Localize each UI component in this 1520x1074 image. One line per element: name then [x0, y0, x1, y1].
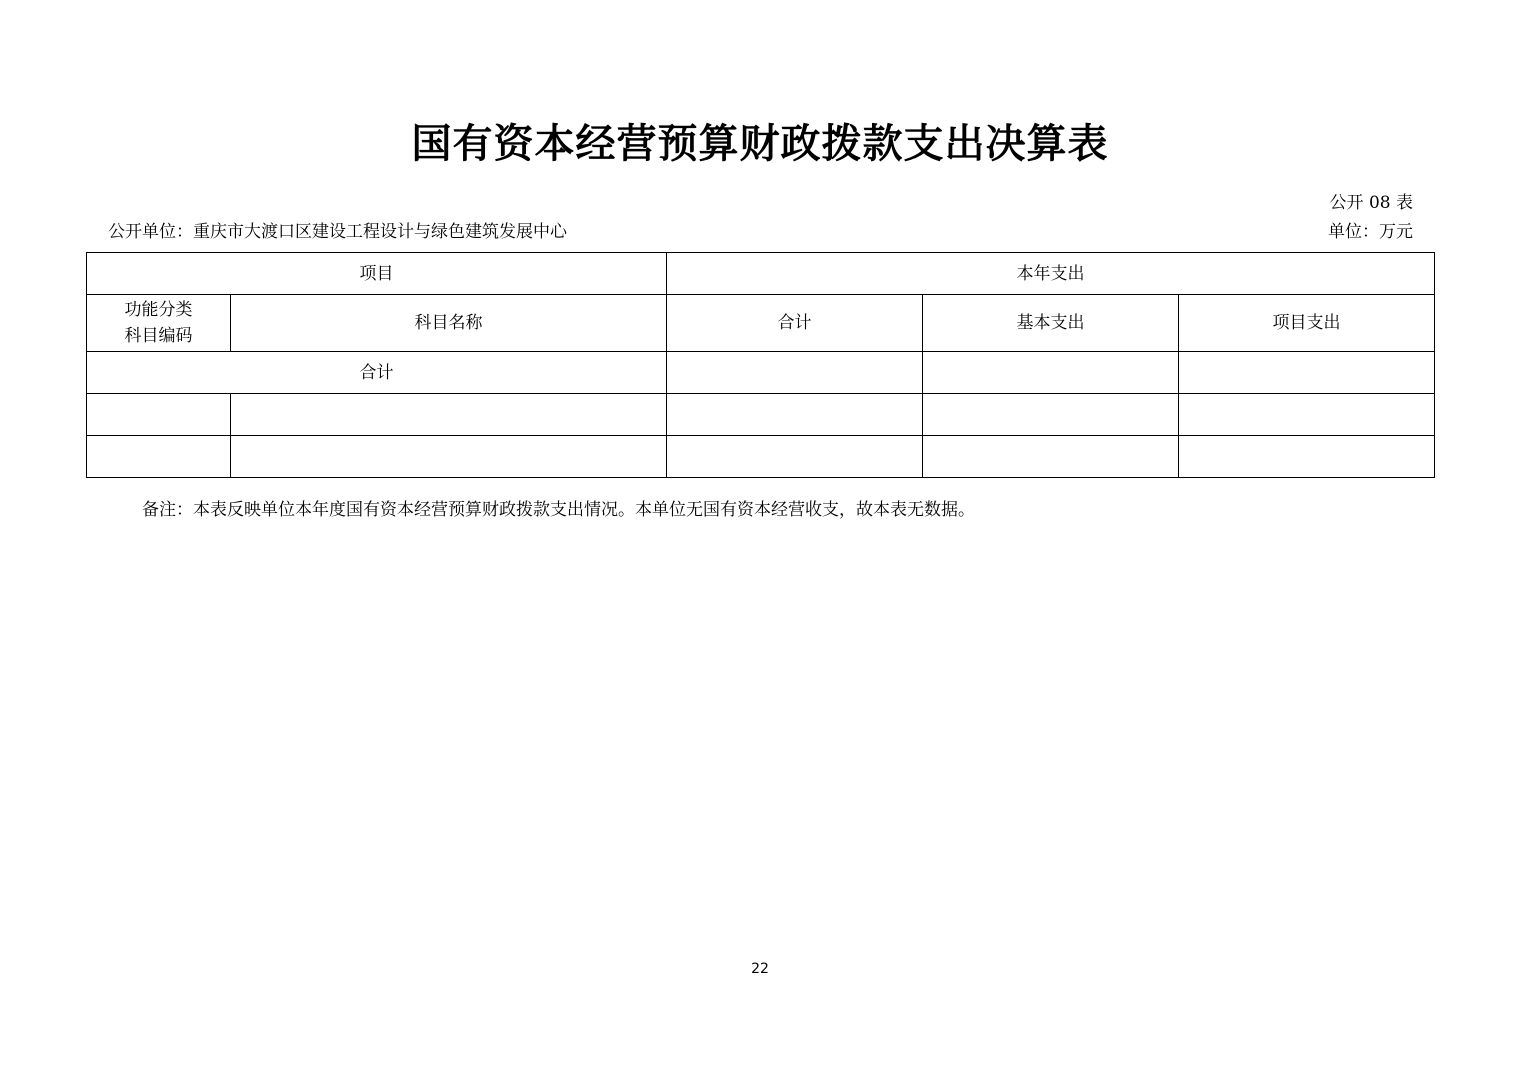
header-subject-name: 科目名称 [231, 295, 667, 352]
header-func-code: 功能分类 科目编码 [87, 295, 231, 352]
cell-project [1179, 394, 1435, 436]
table-subheader-row [87, 295, 1435, 352]
table-number: 公开 08 表 [1329, 193, 1413, 213]
header-project: 项目 [87, 253, 667, 295]
header-basic-expense: 基本支出 [923, 295, 1179, 352]
table-row [87, 436, 1435, 478]
total-cell-project [1179, 352, 1435, 394]
cell-total [667, 394, 923, 436]
total-cell-total [667, 352, 923, 394]
header-current-year-expense: 本年支出 [667, 253, 1435, 295]
cell-code [87, 394, 231, 436]
header-project-expense: 项目支出 [1179, 295, 1435, 352]
table-header-row [87, 253, 1435, 295]
table-row [87, 394, 1435, 436]
cell-total [667, 436, 923, 478]
cell-basic [923, 436, 1179, 478]
cell-project [1179, 436, 1435, 478]
reporting-organization: 公开单位：重庆市大渡口区建设工程设计与绿色建筑发展中心 [108, 222, 567, 242]
table-note: 备注：本表反映单位本年度国有资本经营预算财政拨款支出情况。本单位无国有资本经营收支，故本表无数据。 [142, 500, 975, 520]
total-label: 合计 [87, 352, 667, 394]
header-total: 合计 [667, 295, 923, 352]
currency-unit: 单位：万元 [1328, 222, 1413, 242]
total-cell-basic [923, 352, 1179, 394]
page-title: 国有资本经营预算财政拨款支出决算表 [411, 121, 1109, 167]
cell-code [87, 436, 231, 478]
total-row [87, 352, 1435, 394]
budget-table [86, 252, 1435, 478]
cell-name [231, 394, 667, 436]
cell-basic [923, 394, 1179, 436]
cell-name [231, 436, 667, 478]
page-number: 22 [751, 961, 769, 977]
